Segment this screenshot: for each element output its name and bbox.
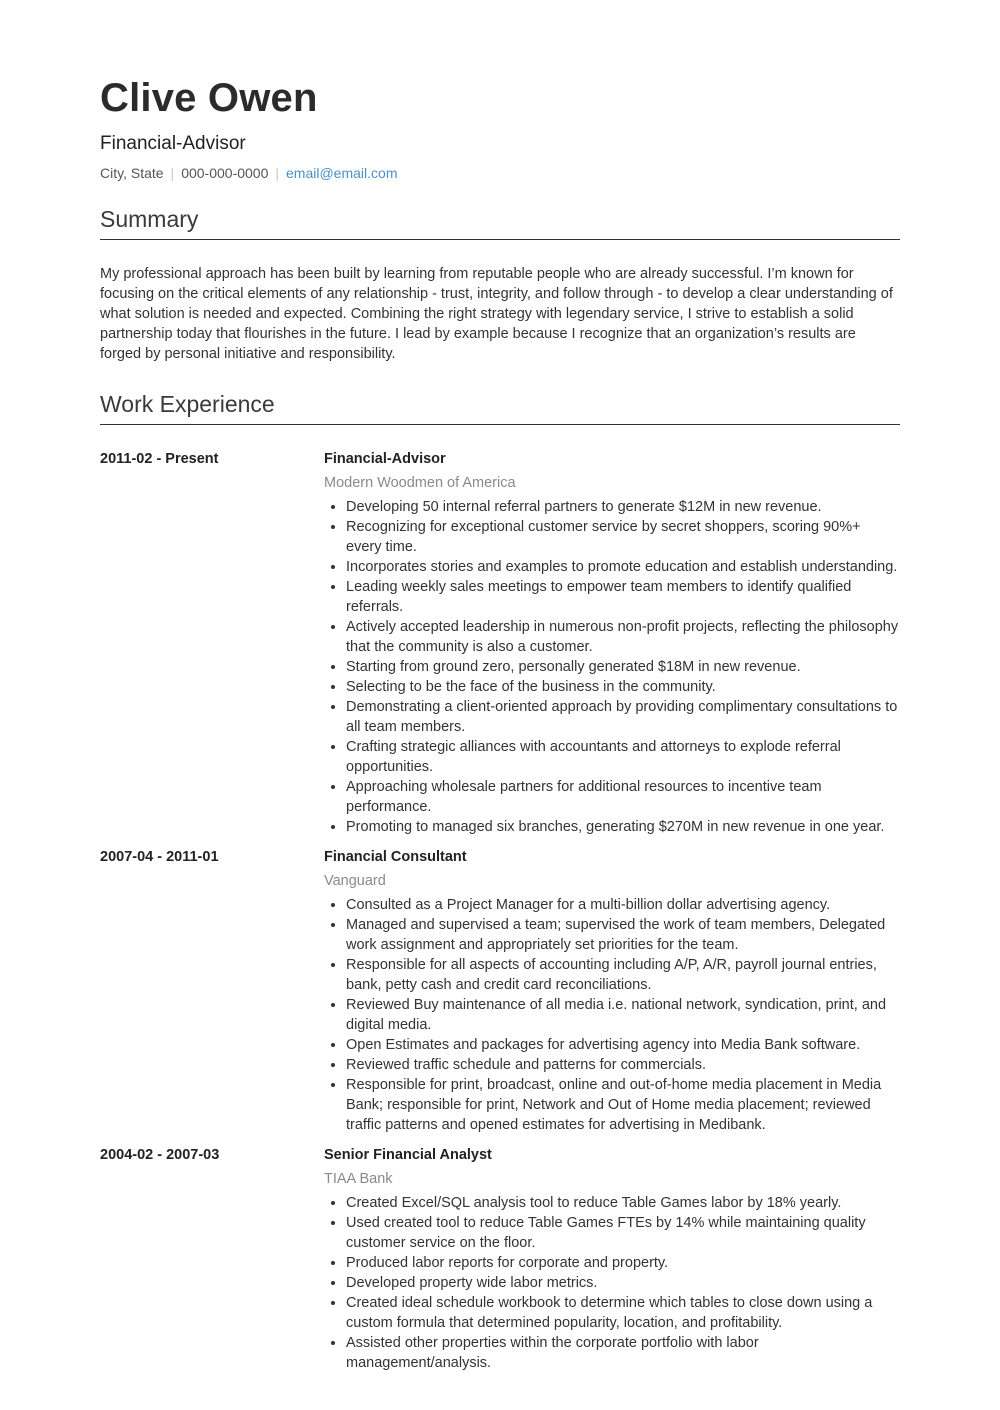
candidate-name: Clive Owen [100, 76, 318, 120]
job-bullet: • Assisted other properties within the corporate portfolio with labor management/analysis. [346, 1333, 900, 1373]
summary-heading: Summary [100, 205, 900, 240]
contact-separator: | [275, 165, 280, 181]
job-dates: 2004-02 - 2007-03 [100, 1147, 220, 1163]
job-bullet: • Reviewed Buy maintenance of all media i.e. national network, syndication, print, and digital media. [346, 995, 900, 1035]
job-details [324, 1145, 900, 1373]
job-dates: 2011-02 - Present [100, 451, 219, 467]
contact-phone: 000-000-0000 [181, 165, 269, 181]
resume-header [100, 74, 900, 182]
contact-email-link[interactable]: email@email.com [286, 165, 398, 181]
job-bullet: • Produced labor reports for corporate and property. [346, 1253, 900, 1273]
job-bullet-list [324, 1193, 900, 1373]
job-bullet: • Used created tool to reduce Table Games FTEs by 14% while maintaining quality customer service on the floor. [346, 1213, 900, 1253]
job-bullet: • Developed property wide labor metrics. [346, 1273, 900, 1293]
job-bullet: • Reviewed traffic schedule and patterns for commercials. [346, 1055, 900, 1075]
job-bullet: • Managed and supervised a team; supervised the work of team members, Delegated work assignment and appropriately set priorities for the team. [346, 915, 900, 955]
job-bullet: • Consulted as a Project Manager for a multi-billion dollar advertising agency. [346, 895, 900, 915]
summary-section [100, 205, 900, 364]
job-bullet: • Approaching wholesale partners for additional resources to incentive team performance. [346, 777, 900, 817]
job-bullet: • Responsible for all aspects of accounting including A/P, A/R, payroll journal entries, bank, petty cash and credit card reconciliations. [346, 955, 900, 995]
job-company: TIAA Bank [324, 1171, 393, 1187]
job-bullet: • Actively accepted leadership in numerous non-profit projects, reflecting the philosophy that the community is also a customer. [346, 617, 900, 657]
job-company: Modern Woodmen of America [324, 475, 516, 491]
work-experience-section [100, 390, 900, 1373]
job-details [324, 449, 900, 837]
job-bullet: • Demonstrating a client-oriented approach by providing complimentary consultations to all team members. [346, 697, 900, 737]
job-details [324, 847, 900, 1135]
candidate-title: Financial-Advisor [100, 133, 246, 154]
job-entry [100, 1145, 900, 1373]
job-bullet: • Created Excel/SQL analysis tool to reduce Table Games labor by 18% yearly. [346, 1193, 900, 1213]
job-bullet: • Open Estimates and packages for advertising agency into Media Bank software. [346, 1035, 900, 1055]
job-role: Financial Consultant [324, 849, 467, 865]
job-bullet-list [324, 895, 900, 1135]
job-dates: 2007-04 - 2011-01 [100, 849, 219, 865]
job-bullet: • Incorporates stories and examples to promote education and establish understanding. [346, 557, 900, 577]
job-bullet: • Promoting to managed six branches, generating $270M in new revenue in one year. [346, 817, 900, 837]
summary-text: My professional approach has been built by learning from reputable people who are already successful. I’m known for focusing on the critical elements of any relationship - trust, integrity, and follow through - to develop a clear understanding of what solution is needed and expected. Combining the right strategy with legendary service, I strive to establish a solid partnership today that flourishes in the future. I lead by example because I recognize that an organization’s results are forged by personal initiative and responsibility. [100, 266, 893, 362]
job-bullet: • Starting from ground zero, personally generated $18M in new revenue. [346, 657, 900, 677]
job-bullet-list [324, 497, 900, 837]
contact-location: City, State [100, 165, 164, 181]
job-company: Vanguard [324, 873, 386, 889]
job-bullet: • Leading weekly sales meetings to empower team members to identify qualified referrals. [346, 577, 900, 617]
job-bullet: • Created ideal schedule workbook to determine which tables to close down using a custom formula that determined popularity, location, and profitability. [346, 1293, 900, 1333]
contact-line [100, 164, 900, 182]
job-bullet: • Crafting strategic alliances with accountants and attorneys to explode referral opportunities. [346, 737, 900, 777]
work-experience-heading: Work Experience [100, 390, 900, 425]
job-bullet: • Developing 50 internal referral partners to generate $12M in new revenue. [346, 497, 900, 517]
resume-page [100, 0, 900, 1373]
job-bullet: • Responsible for print, broadcast, online and out-of-home media placement in Media Bank; responsible for print, Network and Out of Home media placement; reviewed traffic patterns and opened estimates for advertising in Medibank. [346, 1075, 900, 1135]
job-list [100, 449, 900, 1373]
job-bullet: • Recognizing for exceptional customer service by secret shoppers, scoring 90%+ every time. [346, 517, 900, 557]
job-entry [100, 847, 900, 1135]
job-bullet: • Selecting to be the face of the business in the community. [346, 677, 900, 697]
job-role: Financial-Advisor [324, 451, 446, 467]
job-role: Senior Financial Analyst [324, 1147, 492, 1163]
job-entry [100, 449, 900, 837]
contact-separator: | [170, 165, 175, 181]
